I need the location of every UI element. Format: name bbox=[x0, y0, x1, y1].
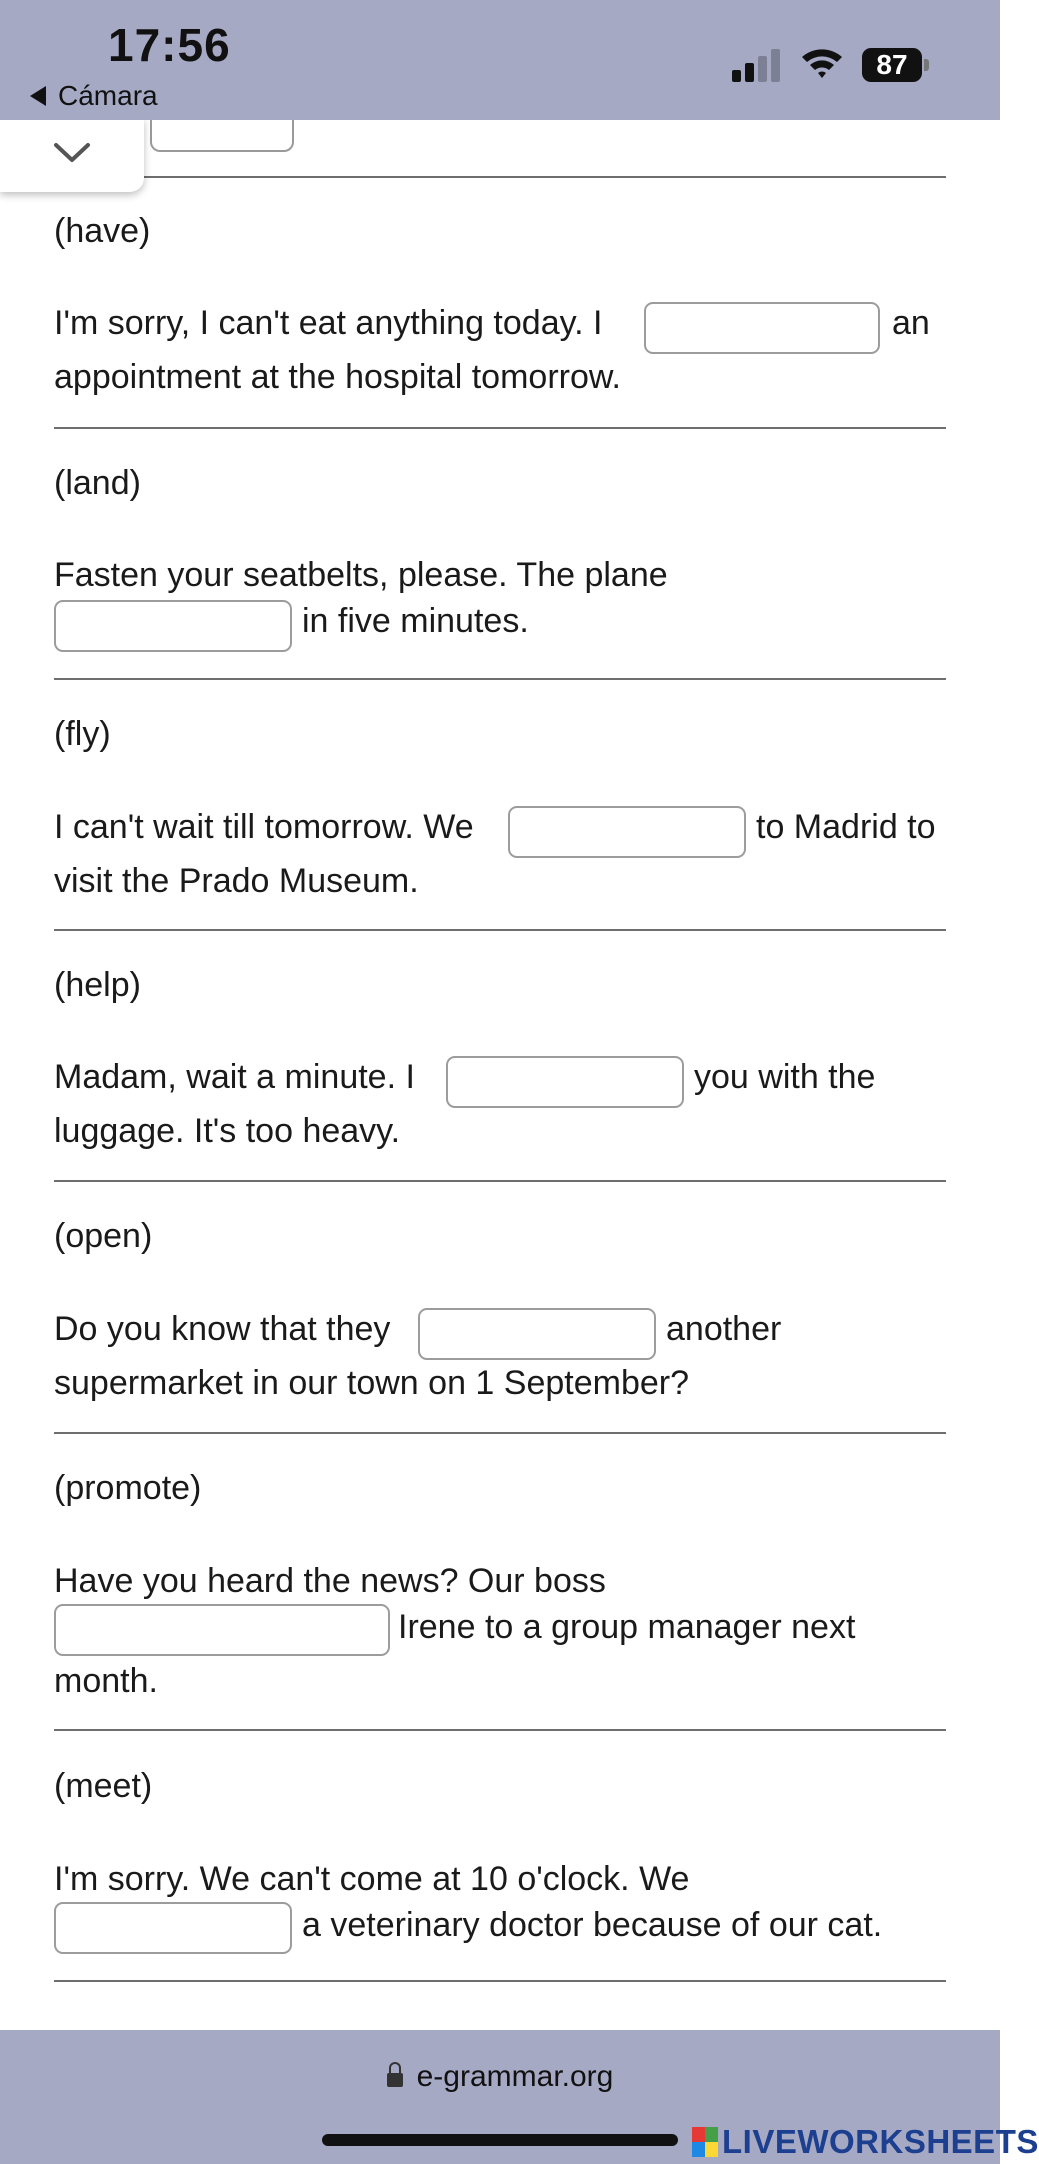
answer-input-promote[interactable] bbox=[54, 1604, 390, 1656]
sentence-text: luggage. It's too heavy. bbox=[54, 1112, 401, 1150]
verb-hint: (have) bbox=[54, 212, 151, 250]
address-bar[interactable] bbox=[0, 2060, 1000, 2094]
sentence-text: in five minutes. bbox=[302, 602, 529, 640]
divider bbox=[54, 678, 946, 680]
answer-input-land[interactable] bbox=[54, 600, 292, 652]
sentence-text: I'm sorry. We can't come at 10 o'clock. We bbox=[54, 1860, 690, 1898]
back-arrow-icon bbox=[30, 86, 46, 106]
divider bbox=[54, 427, 946, 429]
back-to-app-link[interactable] bbox=[30, 80, 158, 112]
verb-hint: (open) bbox=[54, 1217, 153, 1255]
divider bbox=[54, 929, 946, 931]
verb-hint: (help) bbox=[54, 966, 141, 1004]
divider bbox=[54, 1432, 946, 1434]
sentence-text: Irene to a group manager next bbox=[398, 1608, 856, 1646]
sentence-text: Fasten your seatbelts, please. The plane bbox=[54, 556, 668, 594]
divider bbox=[54, 1980, 946, 1982]
answer-input-open[interactable] bbox=[418, 1308, 656, 1360]
back-app-label: Cámara bbox=[58, 80, 158, 111]
chevron-down-icon bbox=[52, 140, 92, 166]
sentence-text: appointment at the hospital tomorrow. bbox=[54, 358, 621, 396]
sentence-text: month. bbox=[54, 1662, 158, 1700]
battery-icon bbox=[862, 48, 930, 84]
home-indicator[interactable] bbox=[322, 2134, 678, 2146]
sentence-text: Madam, wait a minute. I bbox=[54, 1058, 415, 1096]
answer-input-previous[interactable] bbox=[150, 118, 294, 152]
status-bar bbox=[0, 0, 1000, 120]
sentence-text: I can't wait till tomorrow. We bbox=[54, 808, 474, 846]
status-time: 17:56 bbox=[108, 19, 231, 71]
sentence-text: you with the bbox=[694, 1058, 876, 1096]
cellular-signal-icon bbox=[732, 46, 782, 82]
divider bbox=[54, 176, 946, 178]
divider bbox=[54, 1180, 946, 1182]
browser-bottom-bar bbox=[0, 2030, 1039, 2164]
answer-input-have[interactable] bbox=[644, 302, 880, 354]
lock-icon bbox=[387, 2073, 403, 2087]
answer-input-help[interactable] bbox=[446, 1056, 684, 1108]
verb-hint: (promote) bbox=[54, 1469, 202, 1507]
sentence-text: a veterinary doctor because of our cat. bbox=[302, 1906, 883, 1944]
collapse-toolbar-button[interactable] bbox=[0, 118, 144, 192]
battery-level: 87 bbox=[876, 49, 908, 80]
sentence-text: Do you know that they bbox=[54, 1310, 391, 1348]
sentence-text: to Madrid to bbox=[756, 808, 936, 846]
answer-input-meet[interactable] bbox=[54, 1902, 292, 1954]
liveworksheets-logo bbox=[692, 2120, 1039, 2164]
divider bbox=[54, 1729, 946, 1731]
liveworksheets-wordmark: LIVEWORKSHEETS bbox=[722, 2123, 1039, 2160]
sentence-text: another bbox=[666, 1310, 782, 1348]
wifi-icon bbox=[800, 44, 844, 82]
verb-hint: (land) bbox=[54, 464, 141, 502]
answer-input-fly[interactable] bbox=[508, 806, 746, 858]
liveworksheets-mark-icon bbox=[692, 2127, 718, 2157]
verb-hint: (meet) bbox=[54, 1767, 153, 1805]
sentence-text: visit the Prado Museum. bbox=[54, 862, 419, 900]
url-text: e-grammar.org bbox=[416, 2060, 614, 2093]
sentence-text: an bbox=[892, 304, 930, 342]
sentence-text: Have you heard the news? Our boss bbox=[54, 1562, 606, 1600]
sentence-text: supermarket in our town on 1 September? bbox=[54, 1364, 690, 1402]
sentence-text: I'm sorry, I can't eat anything today. I bbox=[54, 304, 603, 342]
verb-hint: (fly) bbox=[54, 715, 111, 753]
